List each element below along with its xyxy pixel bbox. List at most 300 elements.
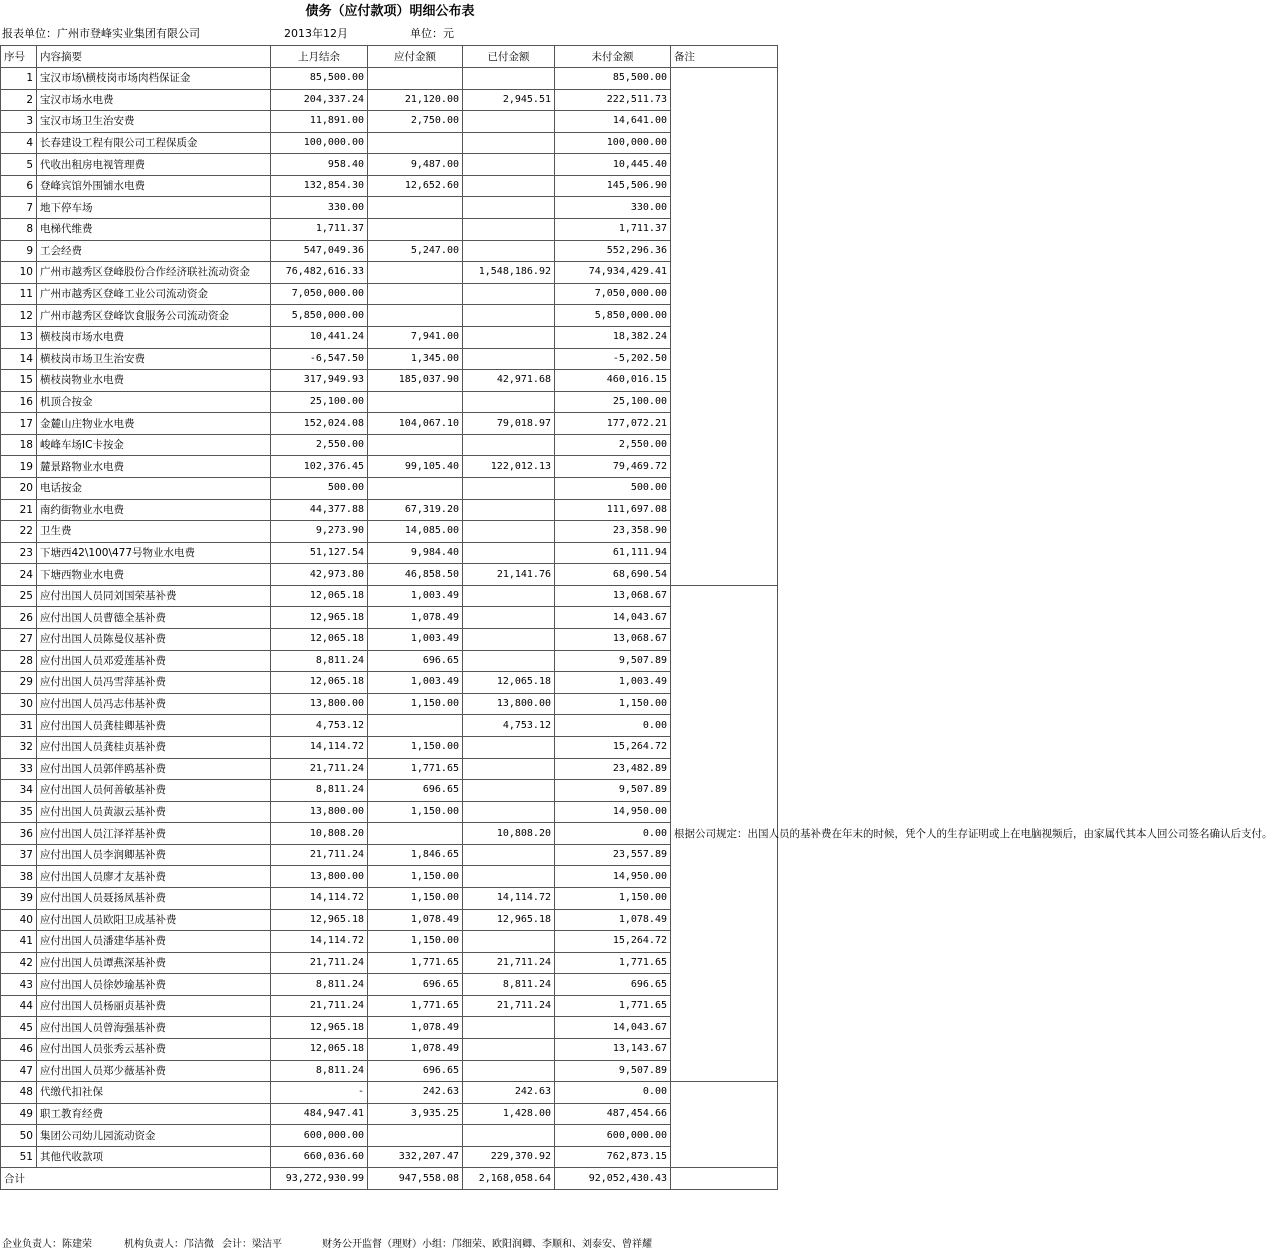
row-payable: 1,150.00: [368, 736, 463, 758]
table-row: [1, 521, 778, 543]
row-prev-balance: 8,811.24: [271, 780, 368, 802]
row-unpaid: 1,771.65: [555, 952, 671, 974]
row-prev-balance: 547,049.36: [271, 240, 368, 262]
table-row: [1, 715, 778, 737]
row-prev-balance: 21,711.24: [271, 844, 368, 866]
row-paid: [463, 499, 555, 521]
row-payable: 1,078.49: [368, 909, 463, 931]
row-unpaid: -5,202.50: [555, 348, 671, 370]
row-seq: 24: [1, 564, 37, 586]
row-paid: [463, 219, 555, 241]
row-paid: 21,711.24: [463, 952, 555, 974]
row-summary: 应付出国人员龚桂卿基补费: [37, 715, 271, 737]
row-summary: 广州市越秀区登峰股份合作经济联社流动资金: [37, 262, 271, 284]
row-summary: 其他代收款项: [37, 1146, 271, 1168]
row-prev-balance: 152,024.08: [271, 413, 368, 435]
currency-unit: 单位：元: [410, 27, 454, 40]
row-paid: [463, 801, 555, 823]
row-unpaid: 1,711.37: [555, 219, 671, 241]
table-row: [1, 866, 778, 888]
row-seq: 27: [1, 629, 37, 651]
table-row: [1, 801, 778, 823]
row-summary: 应付出国人员聂扬凤基补费: [37, 887, 271, 909]
row-unpaid: 9,507.89: [555, 650, 671, 672]
row-prev-balance: 76,482,616.33: [271, 262, 368, 284]
row-summary: 应付出国人员张秀云基补费: [37, 1039, 271, 1061]
row-paid: 14,114.72: [463, 887, 555, 909]
row-unpaid: 0.00: [555, 715, 671, 737]
row-seq: 5: [1, 154, 37, 176]
row-summary: 应付出国人员曹德全基补费: [37, 607, 271, 629]
table-row: [1, 995, 778, 1017]
row-summary: 应付出国人员邓爱莲基补费: [37, 650, 271, 672]
report-period: 2013年12月: [284, 27, 348, 40]
row-seq: 28: [1, 650, 37, 672]
row-prev-balance: 12,065.18: [271, 629, 368, 651]
header-row: [1, 46, 778, 68]
total-paid: 2,168,058.64: [463, 1168, 555, 1190]
table-row: [1, 693, 778, 715]
row-payable: [368, 715, 463, 737]
row-payable: [368, 283, 463, 305]
row-payable: 242.63: [368, 1082, 463, 1104]
row-paid: [463, 175, 555, 197]
row-prev-balance: 10,808.20: [271, 823, 368, 845]
table-row: [1, 132, 778, 154]
row-prev-balance: 660,036.60: [271, 1146, 368, 1168]
row-unpaid: 5,850,000.00: [555, 305, 671, 327]
col-header-seq: 序号: [1, 46, 37, 68]
row-seq: 42: [1, 952, 37, 974]
row-unpaid: 15,264.72: [555, 736, 671, 758]
row-payable: 1,003.49: [368, 672, 463, 694]
row-unpaid: 100,000.00: [555, 132, 671, 154]
row-unpaid: 14,043.67: [555, 1017, 671, 1039]
table-row: [1, 607, 778, 629]
row-payable: 12,652.60: [368, 175, 463, 197]
row-seq: 36: [1, 823, 37, 845]
row-payable: 67,319.20: [368, 499, 463, 521]
row-payable: 104,067.10: [368, 413, 463, 435]
row-seq: 19: [1, 456, 37, 478]
table-row: [1, 823, 778, 845]
col-header-summary: 内容摘要: [37, 46, 271, 68]
table-row: [1, 326, 778, 348]
col-header-remarks: 备注: [671, 46, 778, 68]
row-unpaid: 1,150.00: [555, 693, 671, 715]
row-seq: 35: [1, 801, 37, 823]
row-seq: 4: [1, 132, 37, 154]
row-payable: [368, 391, 463, 413]
row-unpaid: 600,000.00: [555, 1125, 671, 1147]
row-seq: 11: [1, 283, 37, 305]
row-seq: 18: [1, 434, 37, 456]
row-paid: 1,428.00: [463, 1103, 555, 1125]
row-paid: [463, 585, 555, 607]
row-payable: [368, 262, 463, 284]
row-paid: 21,141.76: [463, 564, 555, 586]
row-summary: 宝汉市场水电费: [37, 89, 271, 111]
row-prev-balance: 8,811.24: [271, 650, 368, 672]
row-payable: 1,345.00: [368, 348, 463, 370]
row-prev-balance: 12,065.18: [271, 672, 368, 694]
total-unpaid: 92,052,430.43: [555, 1168, 671, 1190]
row-unpaid: 13,068.67: [555, 585, 671, 607]
row-summary: 广州市越秀区登峰工业公司流动资金: [37, 283, 271, 305]
row-paid: [463, 542, 555, 564]
row-summary: 应付出国人员谭燕深基补费: [37, 952, 271, 974]
owner-signature: 企业负责人：陈建荣: [2, 1239, 92, 1250]
table-row: [1, 477, 778, 499]
row-seq: 26: [1, 607, 37, 629]
col-header-payable: 应付金额: [368, 46, 463, 68]
row-summary: 广州市越秀区登峰饮食服务公司流动资金: [37, 305, 271, 327]
row-unpaid: 7,050,000.00: [555, 283, 671, 305]
row-unpaid: 23,482.89: [555, 758, 671, 780]
row-summary: 地下停车场: [37, 197, 271, 219]
row-prev-balance: 12,965.18: [271, 1017, 368, 1039]
row-paid: 229,370.92: [463, 1146, 555, 1168]
row-paid: [463, 1039, 555, 1061]
row-payable: 7,941.00: [368, 326, 463, 348]
row-paid: 2,945.51: [463, 89, 555, 111]
row-payable: 1,846.65: [368, 844, 463, 866]
row-unpaid: 23,557.89: [555, 844, 671, 866]
table-row: [1, 629, 778, 651]
table-row: [1, 305, 778, 327]
row-summary: 应付出国人员李润卿基补费: [37, 844, 271, 866]
table-row: [1, 456, 778, 478]
row-seq: 44: [1, 995, 37, 1017]
row-paid: [463, 1125, 555, 1147]
total-prev-balance: 93,272,930.99: [271, 1168, 368, 1190]
row-unpaid: 25,100.00: [555, 391, 671, 413]
row-paid: [463, 1060, 555, 1082]
row-prev-balance: 12,065.18: [271, 585, 368, 607]
table-row: [1, 1146, 778, 1168]
row-payable: 696.65: [368, 974, 463, 996]
row-seq: 43: [1, 974, 37, 996]
row-prev-balance: 102,376.45: [271, 456, 368, 478]
row-unpaid: 1,003.49: [555, 672, 671, 694]
row-summary: 宝汉市场卫生治安费: [37, 111, 271, 133]
agency-signature: 机构负责人：邝洁微: [124, 1239, 214, 1250]
col-header-unpaid: 未付金额: [555, 46, 671, 68]
row-summary: 工会经费: [37, 240, 271, 262]
row-payable: [368, 434, 463, 456]
row-seq: 37: [1, 844, 37, 866]
row-summary: 应付出国人员廖才友基补费: [37, 866, 271, 888]
row-summary: 南约街物业水电费: [37, 499, 271, 521]
row-paid: [463, 844, 555, 866]
row-summary: 电话按金: [37, 477, 271, 499]
row-unpaid: 9,507.89: [555, 1060, 671, 1082]
row-paid: [463, 240, 555, 262]
row-prev-balance: 11,891.00: [271, 111, 368, 133]
table-row: [1, 413, 778, 435]
row-unpaid: 18,382.24: [555, 326, 671, 348]
ledger-table: [0, 45, 1273, 1190]
row-paid: [463, 521, 555, 543]
row-summary: 峻峰车场IC卡按金: [37, 434, 271, 456]
table-row: [1, 844, 778, 866]
row-seq: 38: [1, 866, 37, 888]
table-row: [1, 111, 778, 133]
row-payable: 9,487.00: [368, 154, 463, 176]
row-unpaid: 487,454.66: [555, 1103, 671, 1125]
row-prev-balance: 12,965.18: [271, 607, 368, 629]
row-prev-balance: 8,811.24: [271, 1060, 368, 1082]
row-prev-balance: 4,753.12: [271, 715, 368, 737]
row-prev-balance: 13,800.00: [271, 866, 368, 888]
row-unpaid: 0.00: [555, 1082, 671, 1104]
row-seq: 25: [1, 585, 37, 607]
row-payable: 1,771.65: [368, 995, 463, 1017]
accountant-signature: 会计：梁洁平: [222, 1239, 282, 1250]
row-prev-balance: 500.00: [271, 477, 368, 499]
row-summary: 卫生费: [37, 521, 271, 543]
row-payable: [368, 132, 463, 154]
row-summary: 应付出国人员潘建华基补费: [37, 931, 271, 953]
row-paid: [463, 197, 555, 219]
table-row: [1, 1103, 778, 1125]
row-summary: 集团公司幼儿园流动资金: [37, 1125, 271, 1147]
row-prev-balance: 44,377.88: [271, 499, 368, 521]
row-payable: 2,750.00: [368, 111, 463, 133]
row-payable: 3,935.25: [368, 1103, 463, 1125]
row-paid: 10,808.20: [463, 823, 555, 845]
row-paid: [463, 111, 555, 133]
row-paid: [463, 326, 555, 348]
row-summary: 职工教育经费: [37, 1103, 271, 1125]
row-payable: 1,003.49: [368, 585, 463, 607]
row-summary: 应付出国人员曾海强基补费: [37, 1017, 271, 1039]
row-summary: 应付出国人员黄淑云基补费: [37, 801, 271, 823]
row-unpaid: 79,469.72: [555, 456, 671, 478]
row-payable: 185,037.90: [368, 370, 463, 392]
row-summary: 下塘西物业水电费: [37, 564, 271, 586]
row-seq: 48: [1, 1082, 37, 1104]
row-prev-balance: 13,800.00: [271, 693, 368, 715]
row-seq: 20: [1, 477, 37, 499]
row-seq: 14: [1, 348, 37, 370]
row-paid: [463, 736, 555, 758]
row-unpaid: 177,072.21: [555, 413, 671, 435]
row-seq: 7: [1, 197, 37, 219]
table-row: [1, 68, 778, 90]
row-paid: 122,012.13: [463, 456, 555, 478]
row-unpaid: 13,143.67: [555, 1039, 671, 1061]
table-row: [1, 542, 778, 564]
row-paid: 8,811.24: [463, 974, 555, 996]
remarks-cell: [671, 1082, 778, 1168]
row-payable: 9,984.40: [368, 542, 463, 564]
row-payable: 14,085.00: [368, 521, 463, 543]
row-summary: 登峰宾馆外围铺水电费: [37, 175, 271, 197]
row-prev-balance: 12,065.18: [271, 1039, 368, 1061]
table-row: [1, 499, 778, 521]
col-header-prev-balance: 上月结余: [271, 46, 368, 68]
row-payable: 1,771.65: [368, 758, 463, 780]
row-summary: 应付出国人员冯雪萍基补费: [37, 672, 271, 694]
row-seq: 13: [1, 326, 37, 348]
row-unpaid: 552,296.36: [555, 240, 671, 262]
row-paid: [463, 154, 555, 176]
row-unpaid: 1,150.00: [555, 887, 671, 909]
row-seq: 41: [1, 931, 37, 953]
reporting-unit: 报表单位：广州市登峰实业集团有限公司: [2, 27, 200, 40]
row-paid: 1,548,186.92: [463, 262, 555, 284]
table-row: [1, 1125, 778, 1147]
row-unpaid: 145,506.90: [555, 175, 671, 197]
row-seq: 17: [1, 413, 37, 435]
row-unpaid: 0.00: [555, 823, 671, 845]
row-seq: 6: [1, 175, 37, 197]
row-payable: 332,207.47: [368, 1146, 463, 1168]
table-row: [1, 348, 778, 370]
row-payable: [368, 219, 463, 241]
total-remarks: [671, 1168, 778, 1190]
row-prev-balance: 958.40: [271, 154, 368, 176]
row-summary: 机顶合按金: [37, 391, 271, 413]
row-unpaid: 61,111.94: [555, 542, 671, 564]
row-paid: 42,971.68: [463, 370, 555, 392]
row-payable: [368, 305, 463, 327]
row-summary: 代收出租房电视管理费: [37, 154, 271, 176]
row-prev-balance: 12,965.18: [271, 909, 368, 931]
row-unpaid: 14,043.67: [555, 607, 671, 629]
row-seq: 46: [1, 1039, 37, 1061]
total-row: [1, 1168, 778, 1190]
row-unpaid: 222,511.73: [555, 89, 671, 111]
row-seq: 3: [1, 111, 37, 133]
row-prev-balance: 7,050,000.00: [271, 283, 368, 305]
table-row: [1, 154, 778, 176]
row-paid: [463, 477, 555, 499]
row-prev-balance: 317,949.93: [271, 370, 368, 392]
row-payable: 1,150.00: [368, 693, 463, 715]
row-seq: 1: [1, 68, 37, 90]
row-prev-balance: 14,114.72: [271, 736, 368, 758]
row-paid: 21,711.24: [463, 995, 555, 1017]
row-seq: 45: [1, 1017, 37, 1039]
row-summary: 应付出国人员同刘国荣基补费: [37, 585, 271, 607]
row-prev-balance: 85,500.00: [271, 68, 368, 90]
total-payable: 947,558.08: [368, 1168, 463, 1190]
row-unpaid: 1,771.65: [555, 995, 671, 1017]
row-prev-balance: 8,811.24: [271, 974, 368, 996]
row-seq: 29: [1, 672, 37, 694]
table-row: [1, 370, 778, 392]
row-paid: [463, 132, 555, 154]
table-row: [1, 952, 778, 974]
table-row: [1, 887, 778, 909]
row-unpaid: 85,500.00: [555, 68, 671, 90]
row-seq: 50: [1, 1125, 37, 1147]
row-unpaid: 10,445.40: [555, 154, 671, 176]
row-unpaid: 1,078.49: [555, 909, 671, 931]
col-header-paid: 已付金额: [463, 46, 555, 68]
row-payable: 696.65: [368, 780, 463, 802]
row-payable: 99,105.40: [368, 456, 463, 478]
row-unpaid: 15,264.72: [555, 931, 671, 953]
table-row: [1, 909, 778, 931]
row-seq: 2: [1, 89, 37, 111]
row-seq: 9: [1, 240, 37, 262]
row-payable: [368, 477, 463, 499]
row-payable: [368, 197, 463, 219]
row-unpaid: 68,690.54: [555, 564, 671, 586]
row-prev-balance: 204,337.24: [271, 89, 368, 111]
row-summary: 电梯代维费: [37, 219, 271, 241]
report-title: 债务（应付款项）明细公布表: [305, 4, 475, 19]
row-unpaid: 2,550.00: [555, 434, 671, 456]
table-row: [1, 175, 778, 197]
row-paid: [463, 283, 555, 305]
row-payable: 1,771.65: [368, 952, 463, 974]
table-row: [1, 434, 778, 456]
total-label: 合计: [1, 1168, 271, 1190]
row-summary: 应付出国人员徐妙瑜基补费: [37, 974, 271, 996]
table-row: [1, 931, 778, 953]
remarks-cell: [671, 68, 778, 586]
table-row: [1, 758, 778, 780]
row-unpaid: 696.65: [555, 974, 671, 996]
table-row: [1, 1039, 778, 1061]
row-paid: [463, 931, 555, 953]
row-summary: 代缴代扣社保: [37, 1082, 271, 1104]
row-seq: 32: [1, 736, 37, 758]
row-paid: [463, 1017, 555, 1039]
row-unpaid: 9,507.89: [555, 780, 671, 802]
row-prev-balance: 10,441.24: [271, 326, 368, 348]
table-row: [1, 974, 778, 996]
row-prev-balance: 13,800.00: [271, 801, 368, 823]
row-paid: 242.63: [463, 1082, 555, 1104]
row-seq: 33: [1, 758, 37, 780]
row-seq: 10: [1, 262, 37, 284]
row-seq: 31: [1, 715, 37, 737]
row-paid: [463, 650, 555, 672]
row-seq: 16: [1, 391, 37, 413]
row-paid: [463, 305, 555, 327]
row-paid: [463, 391, 555, 413]
row-prev-balance: 51,127.54: [271, 542, 368, 564]
row-paid: 13,800.00: [463, 693, 555, 715]
row-prev-balance: -6,547.50: [271, 348, 368, 370]
ledger-body: [1, 68, 1273, 1168]
row-paid: [463, 348, 555, 370]
row-unpaid: 23,358.90: [555, 521, 671, 543]
row-summary: 应付出国人员冯志伟基补费: [37, 693, 271, 715]
row-payable: 1,078.49: [368, 1017, 463, 1039]
row-unpaid: 460,016.15: [555, 370, 671, 392]
table-row: [1, 89, 778, 111]
row-payable: [368, 68, 463, 90]
row-payable: [368, 1125, 463, 1147]
row-unpaid: 14,950.00: [555, 801, 671, 823]
table-row: [1, 736, 778, 758]
row-summary: 应付出国人员杨丽贞基补费: [37, 995, 271, 1017]
table-row: [1, 197, 778, 219]
row-summary: 应付出国人员陈曼仪基补费: [37, 629, 271, 651]
row-seq: 34: [1, 780, 37, 802]
row-seq: 51: [1, 1146, 37, 1168]
row-summary: 应付出国人员江泽祥基补费: [37, 823, 271, 845]
row-payable: 5,247.00: [368, 240, 463, 262]
row-prev-balance: 5,850,000.00: [271, 305, 368, 327]
row-paid: [463, 68, 555, 90]
